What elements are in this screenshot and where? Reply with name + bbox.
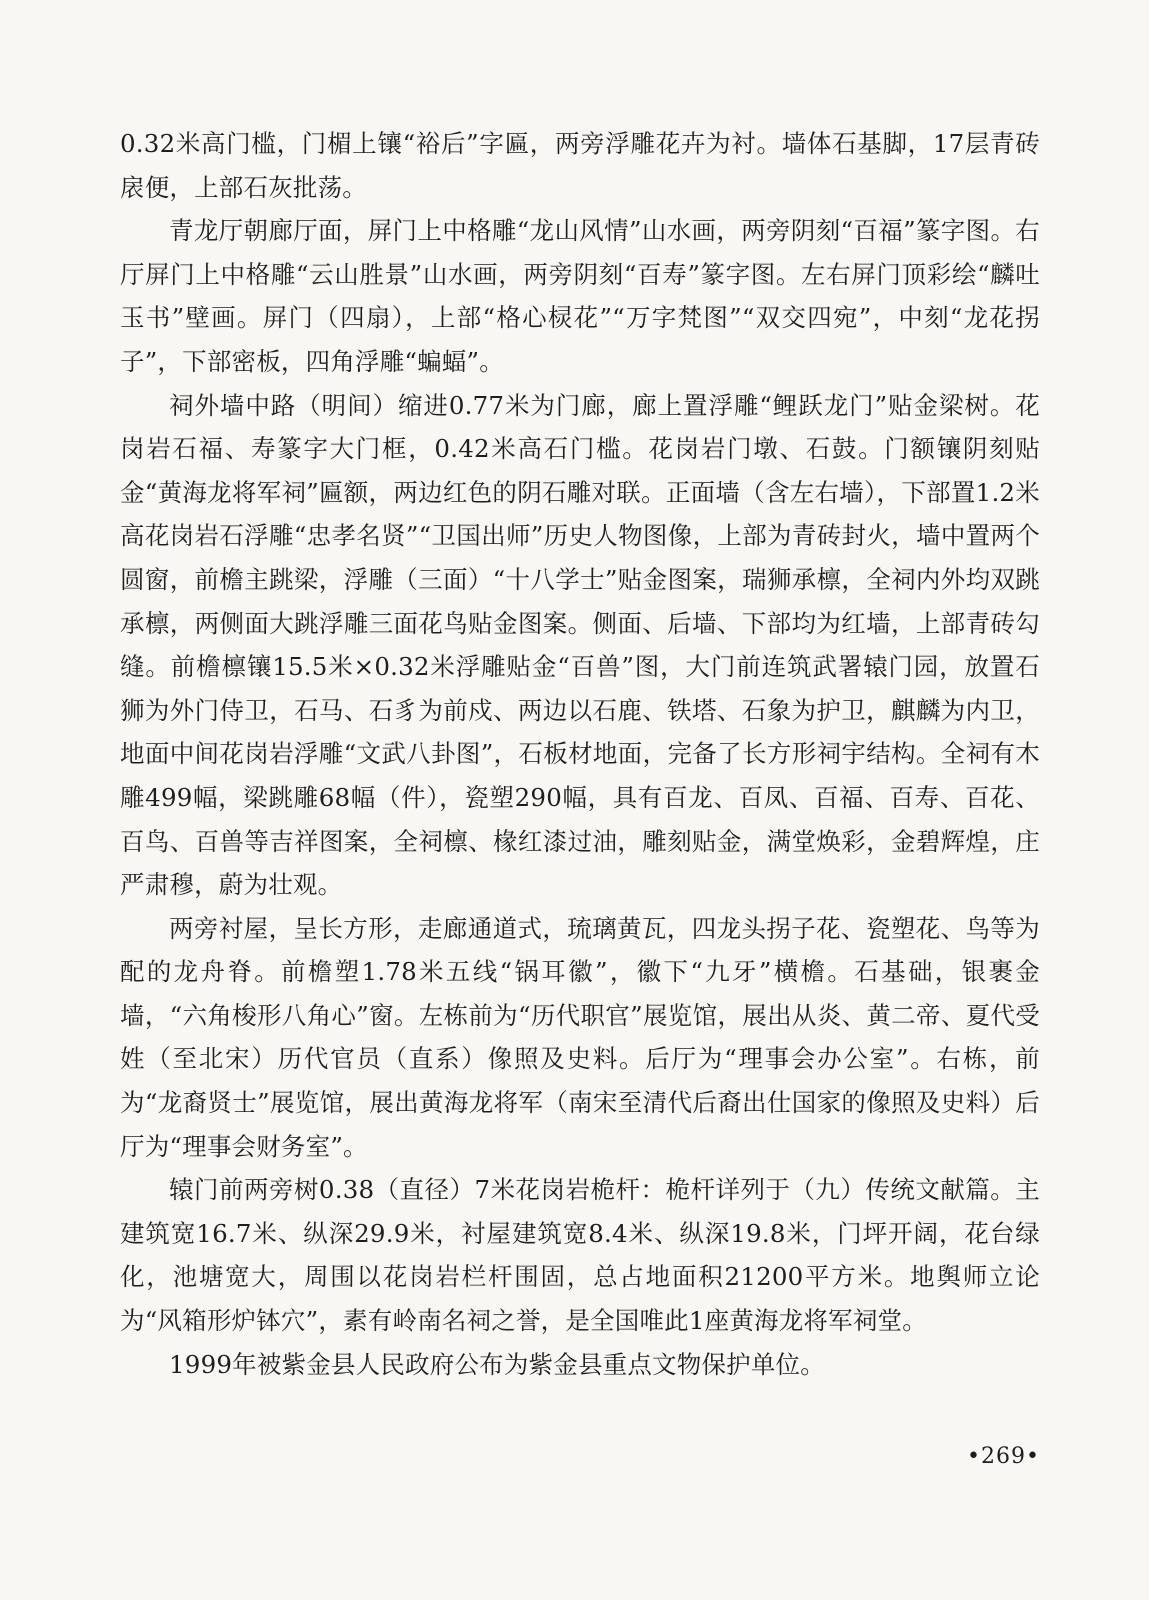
- paragraph-protection-status: 1999年被紫金县人民政府公布为紫金县重点文物保护单位。: [169, 1349, 825, 1379]
- paragraph-continuation: 0.32米高门槛，门楣上镶“裕后”字匾，两旁浮雕花卉为衬。墙体石基脚，17层青砖扆便，上部石灰批荡。: [120, 129, 1040, 202]
- body-text: [120, 122, 1040, 1386]
- paragraph-side-houses: 两旁衬屋，呈长方形，走廊通道式，琉璃黄瓦，四龙头拐子花、瓷塑花、鸟等为配的龙舟脊。前檐塑1.78米五线“锅耳徽”，徽下“九牙”横檐。石基础，银裹金墙，“六角梭形八角心”窗。左栋前为“历代职官”展览馆，展出从炎、黄二帝、夏代受姓（至北宋）历代官员（直系）像照及史料。后厅为“理事会办公室”。右栋，前为“龙裔贤士”展览馆，展出黄海龙将军（南宋至清代后裔出仕国家的像照及史料）后厅为“理事会财务室”。: [120, 913, 1040, 1161]
- page-number: •269•: [967, 1444, 1040, 1469]
- paragraph-flagpoles: 辕门前两旁树0.38（直径）7米花岗岩桅杆：桅杆详列于（九）传统文献篇。主建筑宽16.7米、纵深29.9米，衬屋建筑宽8.4米、纵深19.8米，门坪开阔，花台绿化，池塘宽大，周围以花岗岩栏杆围固，总占地面积21200平方米。地舆师立论为“风箱形炉钵穴”，素有岭南名祠之誉，是全国唯此1座黄海龙将军祠堂。: [120, 1175, 1040, 1336]
- paragraph-qinglong-hall: 青龙厅朝廊厅面，屏门上中格雕“龙山风情”山水画，两旁阴刻“百福”篆字图。右厅屏门上中格雕“云山胜景”山水画，两旁阴刻“百寿”篆字图。左右屏门顶彩绘“麟吐玉书”壁画。屏门（四扇），上部“格心棂花”“万字梵图”“双交四宛”，中刻“龙花拐子”，下部密板，四角浮雕“蝙蝠”。: [120, 216, 1040, 376]
- paragraph-outer-wall: 祠外墙中路（明间）缩进0.77米为门廊，廊上置浮雕“鲤跃龙门”贴金梁树。花岗岩石福、寿篆字大门框，0.42米高石门槛。花岗岩门墩、石鼓。门额镶阴刻贴金“黄海龙将军祠”匾额，两边红色的阴石雕对联。正面墙（含左右墙），下部置1.2米高花岗岩石浮雕“忠孝名贤”“卫国出师”历史人物图像，上部为青砖封火，墙中置两个圆窗，前檐主跳梁，浮雕（三面）“十八学士”贴金图案，瑞狮承檩，全祠内外均双跳承檩，两侧面大跳浮雕三面花鸟贴金图案。侧面、后墙、下部均为红墙，上部青砖勾缝。前檐檩镶15.5米×0.32米浮雕贴金“百兽”图，大门前连筑武署辕门园，放置石狮为外门侍卫，石马、石豸为前戍、两边以石鹿、铁塔、石象为护卫，麒麟为内卫，地面中间花岗岩浮雕“文武八卦图”，石板材地面，完备了长方形祠宇结构。全祠有木雕499幅，梁跳雕68幅（件），瓷塑290幅，具有百龙、百凤、百福、百寿、百花、百鸟、百兽等吉祥图案，全祠檩、椽红漆过油，雕刻贴金，满堂焕彩，金碧辉煌，庄严肃穆，蔚为壮观。: [120, 390, 1040, 900]
